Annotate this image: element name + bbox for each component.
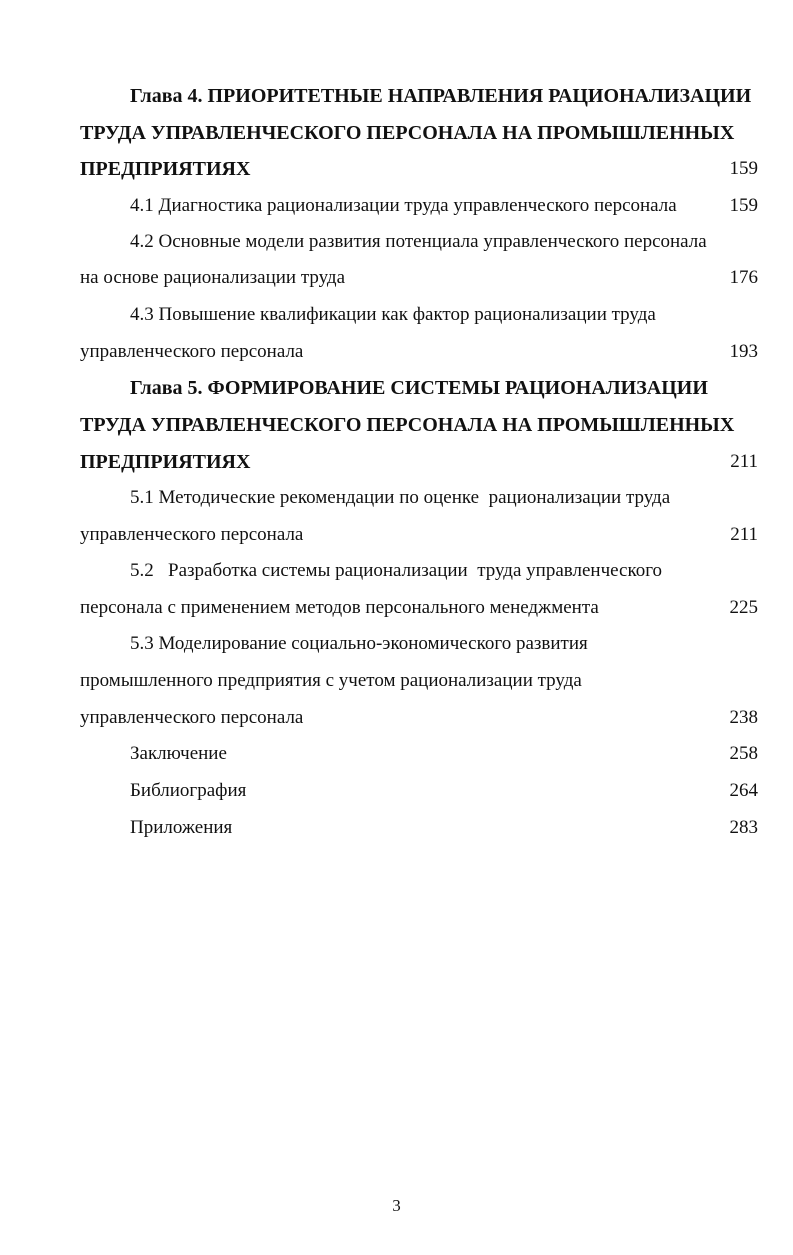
conclusion-label: Заключение bbox=[130, 743, 227, 764]
section-5-3-text-3: управленческого персонала bbox=[80, 707, 304, 728]
section-4-2-line-1 bbox=[130, 230, 758, 254]
section-5-3-line-2 bbox=[80, 669, 758, 693]
chapter-5-page-number: 211 bbox=[730, 451, 758, 472]
chapter-5-title-text-2: ТРУДА УПРАВЛЕНЧЕСКОГО ПЕРСОНАЛА НА ПРОМЫШЛЕННЫХ bbox=[80, 414, 735, 436]
chapter-4-title-text-1: Глава 4. ПРИОРИТЕТНЫЕ НАПРАВЛЕНИЯ РАЦИОНАЛИЗАЦИИ bbox=[130, 85, 752, 107]
section-4-3-text-2: управленческого персонала bbox=[80, 341, 304, 362]
chapter-5-title-text-1: Глава 5. ФОРМИРОВАНИЕ СИСТЕМЫ РАЦИОНАЛИЗАЦИИ bbox=[130, 377, 708, 399]
section-4-1-text-1: 4.1 Диагностика рационализации труда управленческого персонала bbox=[130, 195, 677, 216]
chapter-5-title-text-3: ПРЕДПРИЯТИЯХ bbox=[80, 451, 251, 473]
chapter-4-title-line-1 bbox=[130, 84, 758, 108]
section-4-3-text-1: 4.3 Повышение квалификации как фактор рационализации труда bbox=[130, 304, 656, 325]
section-5-2-page-number: 225 bbox=[729, 597, 758, 618]
chapter-5-title-line-3 bbox=[80, 450, 758, 474]
section-5-2-line-1 bbox=[130, 559, 758, 583]
section-4-3-line-2 bbox=[80, 340, 758, 364]
section-5-1-page-number: 211 bbox=[730, 524, 758, 545]
section-4-2-text-1: 4.2 Основные модели развития потенциала управленческого персонала bbox=[130, 231, 707, 252]
chapter-5-title-line-1 bbox=[130, 376, 758, 400]
chapter-5-title-line-2 bbox=[80, 413, 758, 437]
chapter-4-title-line-3 bbox=[80, 157, 758, 181]
section-5-1-text-1: 5.1 Методические рекомендации по оценке рационализации труда bbox=[130, 487, 671, 508]
chapter-4-title-line-2 bbox=[80, 121, 758, 145]
section-5-2-text-2: персонала с применением методов персонального менеджмента bbox=[80, 597, 599, 618]
toc-entry-bibliography bbox=[130, 779, 758, 803]
section-4-1-page-number: 159 bbox=[729, 195, 758, 216]
section-5-1-line-1 bbox=[130, 486, 758, 510]
section-4-1-line-1 bbox=[130, 194, 758, 218]
section-5-1-line-2 bbox=[80, 523, 758, 547]
section-4-2-page-number: 176 bbox=[729, 267, 758, 288]
section-4-3-page-number: 193 bbox=[729, 341, 758, 362]
section-5-1-text-2: управленческого персонала bbox=[80, 524, 304, 545]
section-5-3-text-2: промышленного предприятия с учетом рационализации труда bbox=[80, 670, 582, 691]
appendices-label: Приложения bbox=[130, 817, 233, 838]
conclusion-page-number: 258 bbox=[729, 743, 758, 764]
appendices-page-number: 283 bbox=[729, 817, 758, 838]
toc-entry-appendices bbox=[130, 816, 758, 840]
chapter-4-page-number: 159 bbox=[729, 158, 758, 179]
section-5-3-text-1: 5.3 Моделирование социально-экономического развития bbox=[130, 633, 588, 654]
section-4-2-line-2 bbox=[80, 266, 758, 290]
section-5-3-page-number: 238 bbox=[729, 707, 758, 728]
bibliography-page-number: 264 bbox=[729, 780, 758, 801]
page-footer-number: 3 bbox=[392, 1196, 401, 1215]
section-5-2-line-2 bbox=[80, 596, 758, 620]
toc-entry-conclusion bbox=[130, 742, 758, 766]
chapter-4-title-text-2: ТРУДА УПРАВЛЕНЧЕСКОГО ПЕРСОНАЛА НА ПРОМЫШЛЕННЫХ bbox=[80, 122, 735, 144]
section-5-3-line-1 bbox=[130, 632, 758, 656]
section-4-3-line-1 bbox=[130, 303, 758, 327]
chapter-4-title-text-3: ПРЕДПРИЯТИЯХ bbox=[80, 158, 251, 180]
bibliography-label: Библиография bbox=[130, 780, 247, 801]
section-4-2-text-2: на основе рационализации труда bbox=[80, 267, 346, 288]
section-5-3-line-3 bbox=[80, 706, 758, 730]
section-5-2-text-1: 5.2 Разработка системы рационализации труда управленческого bbox=[130, 560, 663, 581]
